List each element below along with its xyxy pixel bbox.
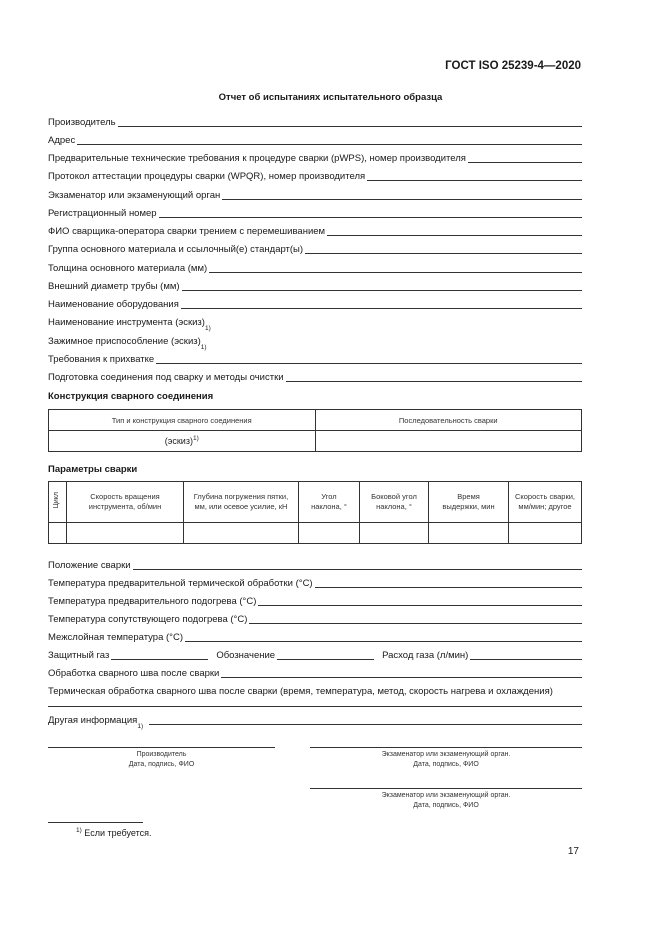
manufacturer-signature-caption: Производитель Дата, подпись, ФИО	[128, 751, 195, 768]
fill-line[interactable]	[221, 677, 582, 678]
field-other-info: Другая информация 1)	[48, 714, 582, 727]
footnote: $^{1)}$ Если требуется.	[76, 827, 152, 838]
fill-line[interactable]	[133, 569, 582, 570]
field-wpqr: Протокол аттестации процедуры сварки (WPQR), номер производителя	[48, 170, 582, 183]
fill-line[interactable]	[181, 308, 582, 309]
page-number: 17	[567, 846, 579, 857]
weld-sequence-header: Последовательность сварки	[315, 410, 582, 431]
fill-line[interactable]	[149, 724, 582, 725]
weld-sequence-cell[interactable]	[315, 431, 582, 452]
field-preheat-temp: Температура предварительного подогрева (°C)	[48, 595, 582, 608]
field-manufacturer: Производитель	[48, 116, 582, 129]
designation-line[interactable]	[277, 659, 374, 660]
examiner-signature-caption: Экзаменатор или экзаменующий орган. Дата, подпись, ФИО	[381, 751, 511, 768]
page-title: Отчет об испытаниях испытательного образца	[218, 92, 443, 103]
fill-line[interactable]	[185, 641, 582, 642]
field-tool-name: Наименование инструмента (эскиз) 1)	[48, 317, 211, 332]
col-welding-speed: Скорость сварки, мм/мин; другое	[509, 482, 582, 523]
field-interpass-temp: Межслойная температура (°C)	[48, 631, 582, 644]
field-equipment-name: Наименование оборудования	[48, 298, 582, 311]
fill-line[interactable]	[315, 587, 582, 588]
manufacturer-signature-line[interactable]	[48, 747, 275, 748]
heat-treatment-fill-line[interactable]	[48, 706, 582, 707]
footnote-separator	[48, 822, 143, 823]
col-cycle: Цикл	[49, 482, 67, 523]
col-tilt-angle: Угол наклона, °	[299, 482, 360, 523]
fill-line[interactable]	[159, 217, 582, 218]
col-dwell-time: Время выдержки, мин	[429, 482, 509, 523]
field-joint-preparation: Подготовка соединения под сварку и методы очистки	[48, 371, 582, 384]
field-welder-name: ФИО сварщика-оператора сварки трением с перемешиванием	[48, 225, 582, 238]
field-post-weld-processing: Обработка сварного шва после сварки	[48, 667, 582, 680]
cell-tilt-angle[interactable]	[299, 523, 360, 544]
welding-parameters-table	[48, 481, 582, 544]
field-tack-requirements: Требования к прихватке	[48, 353, 582, 366]
col-side-tilt-angle: Боковой угол наклона, °	[360, 482, 429, 523]
joint-sketch-cell[interactable]: (эскиз)$^{1)}$	[49, 431, 316, 452]
fill-line[interactable]	[286, 381, 582, 382]
joint-design-table	[48, 409, 582, 452]
examiner2-signature-line[interactable]	[310, 788, 582, 789]
field-material-thickness: Толщина основного материала (мм)	[48, 262, 582, 275]
field-registration-number: Регистрационный номер	[48, 207, 582, 220]
field-pre-heat-treatment-temp: Температура предварительной термической обработки (°C)	[48, 577, 582, 590]
fill-line[interactable]	[258, 605, 582, 606]
joint-design-heading: Конструкция сварного соединения	[48, 391, 214, 402]
field-pwps: Предварительные технические требования к процедуре сварки (pWPS), номер производителя	[48, 152, 582, 165]
fill-line[interactable]	[327, 235, 582, 236]
field-pipe-diameter: Внешний диаметр трубы (мм)	[48, 280, 582, 293]
fill-line[interactable]	[249, 623, 582, 624]
fill-line[interactable]	[367, 180, 582, 181]
fill-line[interactable]	[118, 126, 582, 127]
fill-line[interactable]	[77, 144, 582, 145]
cell-rotation-speed[interactable]	[67, 523, 184, 544]
fill-line[interactable]	[468, 162, 582, 163]
fill-line[interactable]	[305, 253, 582, 254]
field-address: Адрес	[48, 134, 582, 147]
field-post-weld-heat-treatment: Термическая обработка сварного шва после сварки (время, температура, метод, скорость нагрева и охлаждения)	[48, 686, 553, 697]
field-material-group: Группа основного материала и ссылочный(е) стандарт(ы)	[48, 243, 582, 256]
fill-line[interactable]	[182, 290, 582, 291]
joint-type-header: Тип и конструкция сварного соединения	[49, 410, 316, 431]
fill-line[interactable]	[222, 199, 582, 200]
examiner2-signature-caption: Экзаменатор или экзаменующий орган. Дата, подпись, ФИО	[381, 792, 511, 809]
gas-flow-line[interactable]	[470, 659, 582, 660]
standard-number: ГОСТ ISO 25239-4—2020	[445, 60, 581, 72]
cell-plunge-depth[interactable]	[184, 523, 299, 544]
cell-welding-speed[interactable]	[509, 523, 582, 544]
cell-cycle[interactable]	[49, 523, 67, 544]
welding-parameters-heading: Параметры сварки	[48, 464, 138, 475]
fill-line[interactable]	[209, 272, 582, 273]
examiner-signature-line[interactable]	[310, 747, 582, 748]
cell-dwell-time[interactable]	[429, 523, 509, 544]
col-rotation-speed: Скорость вращения инструмента, об/мин	[67, 482, 184, 523]
field-examiner: Экзаменатор или экзаменующий орган	[48, 189, 582, 202]
col-plunge-depth: Глубина погружения пятки, мм, или осевое усилие, кН	[184, 482, 299, 523]
field-welding-position: Положение сварки	[48, 559, 582, 572]
cell-side-tilt-angle[interactable]	[360, 523, 429, 544]
field-concurrent-heating-temp: Температура сопутствующего подогрева (°C)	[48, 613, 582, 626]
field-clamping-device: Зажимное приспособление (эскиз) 1)	[48, 336, 207, 351]
field-shielding-gas-row: Защитный газ Обозначение Расход газа (л/мин)	[48, 649, 582, 662]
fill-line[interactable]	[156, 363, 582, 364]
shielding-gas-line[interactable]	[111, 659, 208, 660]
